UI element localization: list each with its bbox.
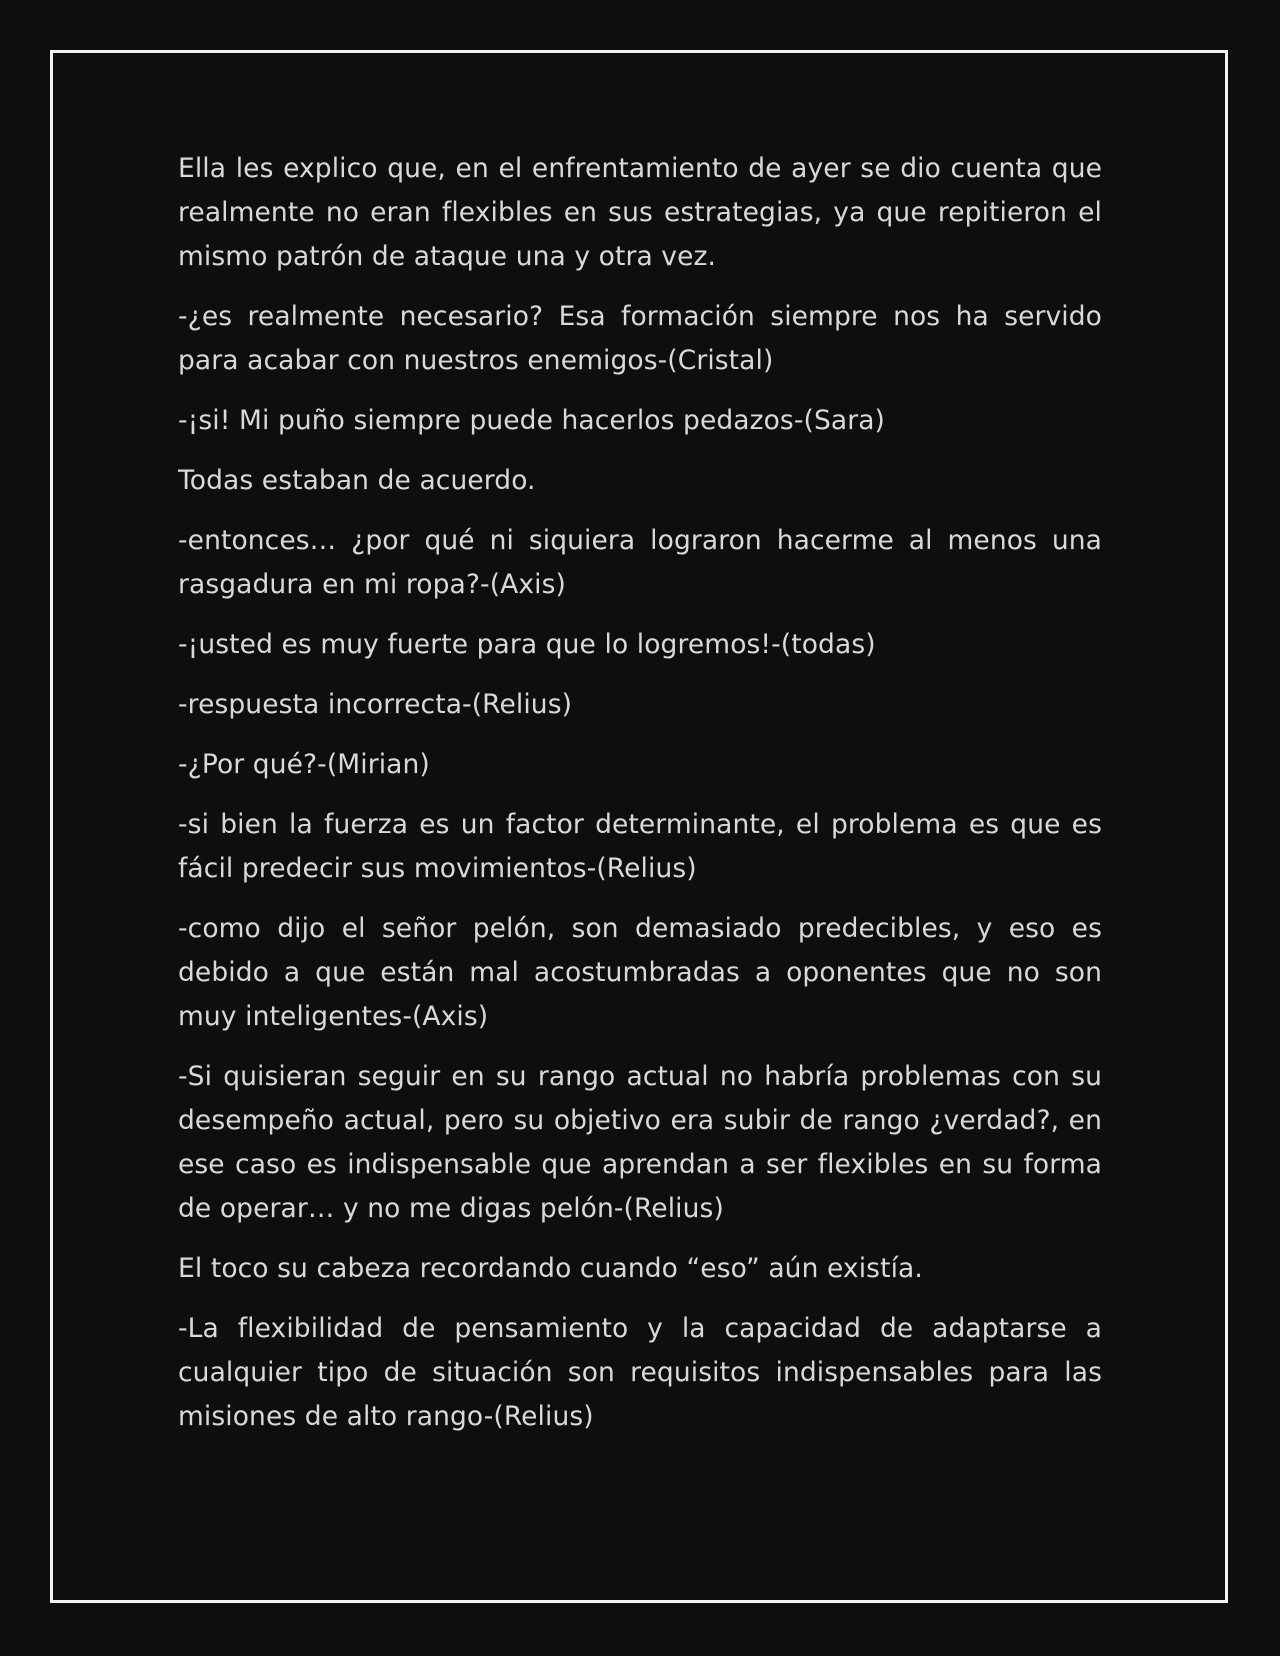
document-body (178, 147, 1102, 1455)
narration-paragraph: El toco su cabeza recordando cuando “eso” aún existía. (178, 1253, 923, 1284)
dialogue-line-cristal: -¿es realmente necesario? Esa formación siempre nos ha servido para acabar con nuestros enemigos-(Cristal) (178, 301, 1102, 376)
dialogue-line-axis: -como dijo el señor pelón, son demasiado predecibles, y eso es debido a que están mal acostumbradas a oponentes que no son muy inteligentes-(Axis) (178, 913, 1102, 1032)
dialogue-line-sara: -¡si! Mi puño siempre puede hacerlos pedazos-(Sara) (178, 405, 885, 436)
dialogue-line-todas: -¡usted es muy fuerte para que lo logremos!-(todas) (178, 629, 876, 660)
narration-paragraph: Todas estaban de acuerdo. (178, 465, 536, 496)
dialogue-line-relius: -Si quisieran seguir en su rango actual no habría problemas con su desempeño actual, pero su objetivo era subir de rango ¿verdad?, en ese caso es indispensable que aprendan a ser flexibles en su forma de operar… y no me digas pelón-(Relius) (178, 1061, 1102, 1224)
dialogue-line-mirian: -¿Por qué?-(Mirian) (178, 749, 430, 780)
dialogue-line-relius: -si bien la fuerza es un factor determinante, el problema es que es fácil predecir sus movimientos-(Relius) (178, 809, 1102, 884)
dialogue-line-axis: -entonces… ¿por qué ni siquiera lograron hacerme al menos una rasgadura en mi ropa?-(Axis) (178, 525, 1102, 600)
narration-paragraph: Ella les explico que, en el enfrentamiento de ayer se dio cuenta que realmente no eran flexibles en sus estrategias, ya que repitieron el mismo patrón de ataque una y otra vez. (178, 153, 1102, 272)
dialogue-line-relius: -La flexibilidad de pensamiento y la capacidad de adaptarse a cualquier tipo de situación son requisitos indispensables para las misiones de alto rango-(Relius) (178, 1313, 1102, 1432)
dialogue-line-relius: -respuesta incorrecta-(Relius) (178, 689, 573, 720)
